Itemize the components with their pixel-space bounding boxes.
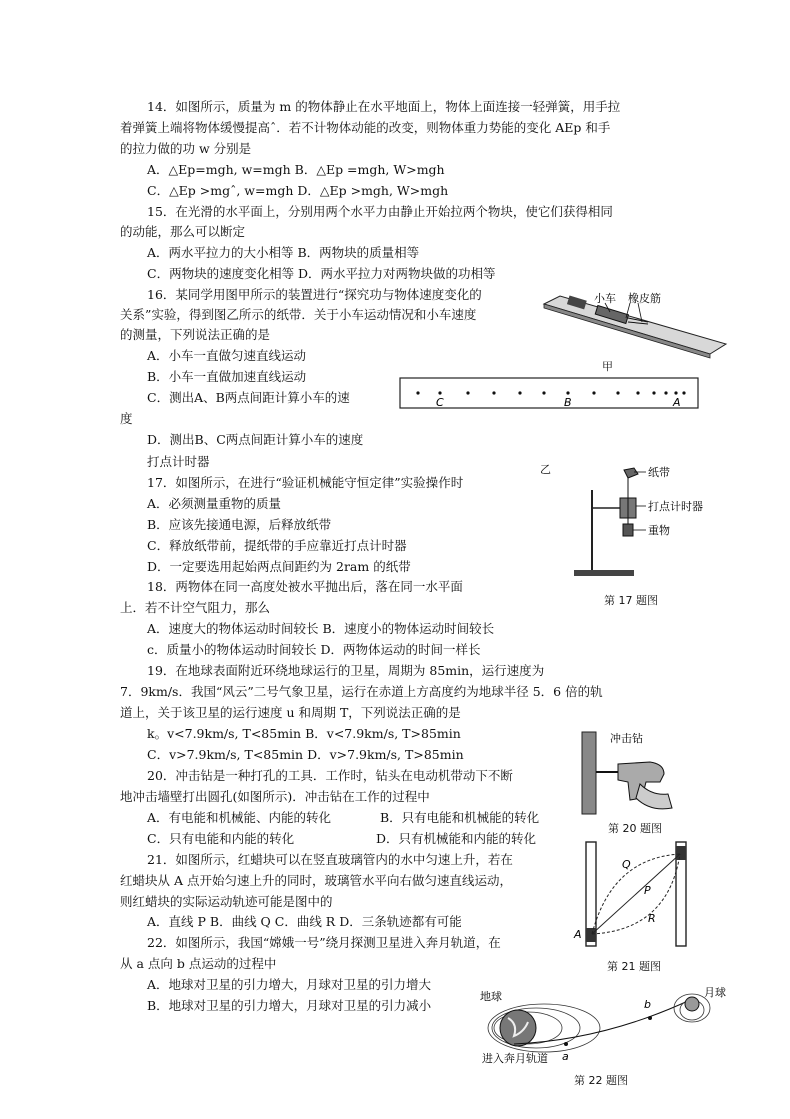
q14-options-cd: C．△Ep >mgˆ, w=mgh D．△Ep >mgh, W>mgh bbox=[147, 183, 449, 198]
q20-line-2: 地冲击墙壁打出圆孔(如图所示)．冲击钻在工作的过程中 bbox=[120, 789, 430, 804]
label-orbit: 进入奔月轨道 bbox=[482, 1052, 548, 1065]
label-rubber-band: 橡皮筋 bbox=[628, 292, 661, 305]
q22-option-a: A．地球对卫星的引力增大，月球对卫星的引力增大 bbox=[147, 977, 432, 992]
path-p bbox=[592, 854, 680, 934]
label-earth: 地球 bbox=[480, 990, 502, 1003]
label-jia: 甲 bbox=[602, 360, 613, 373]
point-a bbox=[564, 1042, 568, 1046]
hand bbox=[624, 468, 638, 478]
q21-options: A．直线 P B．曲线 Q C．曲线 R D．三条轨迹都有可能 bbox=[147, 914, 462, 929]
q22-option-b: B．地球对卫星的引力增大，月球对卫星的引力减小 bbox=[147, 998, 432, 1013]
q16-option-c-line-2: 度 bbox=[120, 411, 133, 426]
label-weight: 重物 bbox=[648, 524, 670, 537]
label-drill: 冲击钻 bbox=[610, 732, 643, 745]
q20-line-1: 20．冲击钻是一种打孔的工具．工作时，钻头在电动机带动下不断 bbox=[147, 768, 513, 783]
label-car: 小车 bbox=[594, 292, 616, 305]
q15-options-cd: C．两物块的速度变化相等 D．两水平拉力对两物块做的功相等 bbox=[147, 266, 496, 281]
q16-option-a: A．小车一直做匀速直线运动 bbox=[147, 348, 307, 363]
q19-line-2: 7．9km/s．我国“风云”二号气象卫星，运行在赤道上方高度约为地球半径 5．6 倍的轨 bbox=[120, 684, 603, 699]
wax-block-end bbox=[676, 846, 686, 860]
figure-20-drill bbox=[580, 728, 680, 816]
q20-option-a: A．有电能和机械能、内能的转化 bbox=[147, 810, 332, 825]
stand-base bbox=[574, 570, 634, 576]
label-b: b bbox=[644, 998, 651, 1011]
q17-option-d: D．一定要选用起始两点间距约为 2ram 的纸带 bbox=[147, 559, 411, 574]
transfer-orbit bbox=[514, 1000, 690, 1044]
q14-line-2: 着弹簧上端将物体缓慢提高ˆ．若不计物体动能的改变，则物体重力势能的变化 AEp 和手 bbox=[120, 120, 611, 135]
q19-options-ab: k。v<7.9km/s, T<85min B．v<7.9km/s, T>85min bbox=[147, 726, 461, 741]
label-yi: 乙 bbox=[540, 463, 551, 476]
q16-line-3: 的测量，下列说法正确的是 bbox=[120, 327, 271, 342]
q15-line-2: 的动能，那么可以断定 bbox=[120, 224, 246, 239]
q21-line-2: 红蜡块从 A 点开始匀速上升的同时，玻璃管水平向右做匀速直线运动， bbox=[120, 873, 512, 888]
q15-line-1: 15．在光滑的水平面上，分别用两个水平力由静止开始拉两个物块，使它们获得相同 bbox=[147, 204, 613, 219]
label-moon: 月球 bbox=[704, 986, 726, 999]
q14-line-3: 的拉力做的功 w 分别是 bbox=[120, 141, 252, 156]
board-edge bbox=[544, 304, 710, 358]
moon bbox=[685, 997, 699, 1011]
q18-options-cd: c．质量小的物体运动时间较长 D．两物体运动的时间一样长 bbox=[147, 642, 481, 657]
label-tape: 纸带 bbox=[648, 466, 670, 479]
q17-caption-timer: 打点计时器 bbox=[147, 454, 210, 469]
q16-option-d: D．测出B、C两点间距计算小车的速度 bbox=[147, 432, 364, 447]
caption-fig-22: 第 22 题图 bbox=[574, 1074, 628, 1087]
wax-block-start bbox=[586, 928, 596, 942]
label-p: P bbox=[644, 884, 651, 897]
caption-fig-20: 第 20 题图 bbox=[608, 822, 662, 835]
caption-fig-17: 第 17 题图 bbox=[604, 594, 658, 607]
q19-options-cd: C．v>7.9km/s, T<85min D．v>7.9km/s, T>85min bbox=[147, 747, 464, 762]
q19-line-1: 19．在地球表面附近环绕地球运行的卫星，周期为 85min，运行速度为 bbox=[147, 663, 545, 678]
label-q: Q bbox=[622, 858, 631, 871]
q18-line-1: 18．两物体在同一高度处被水平抛出后，落在同一水平面 bbox=[147, 579, 463, 594]
q20-option-c: C．只有电能和内能的转化 bbox=[147, 831, 295, 846]
q14-line-1: 14．如图所示，质量为 m 的物体静止在水平地面上，物体上面连接一轻弹簧，用手拉 bbox=[147, 99, 621, 114]
q16-option-b: B．小车一直做加速直线运动 bbox=[147, 369, 307, 384]
label-timer: 打点计时器 bbox=[648, 500, 703, 513]
q18-line-2: 上．若不计空气阻力，那么 bbox=[120, 600, 271, 615]
q19-line-3: 道上，关于该卫星的运行速度 u 和周期 T，下列说法正确的是 bbox=[120, 705, 461, 720]
figure-16-paper-tape bbox=[398, 372, 700, 416]
q20-option-b: B．只有电能和机械能的转化 bbox=[380, 810, 540, 825]
wall bbox=[582, 732, 596, 814]
q20-option-d: D．只有机械能和内能的转化 bbox=[376, 831, 537, 846]
tape-point-c: C bbox=[436, 396, 444, 409]
figure-16-apparatus bbox=[530, 282, 730, 362]
label-a-point: a bbox=[562, 1050, 569, 1063]
q17-option-b: B．应该先接通电源，后释放纸带 bbox=[147, 517, 332, 532]
q17-line-1: 17．如图所示，在进行“验证机械能守恒定律”实验操作时 bbox=[147, 475, 464, 490]
q16-line-1: 16．某同学用图甲所示的装置进行“探究功与物体速度变化的 bbox=[147, 287, 482, 302]
q21-line-1: 21．如图所示，红蜡块可以在竖直玻璃管内的水中匀速上升，若在 bbox=[147, 852, 513, 867]
label-a: A bbox=[574, 928, 582, 941]
weight-block bbox=[623, 524, 633, 536]
q14-options-ab: A．△Ep=mgh, w=mgh B．△Ep =mgh, W>mgh bbox=[147, 162, 445, 177]
earth bbox=[500, 1010, 536, 1046]
point-b bbox=[648, 1016, 652, 1020]
q15-options-ab: A．两水平拉力的大小相等 B．两物块的质量相等 bbox=[147, 245, 420, 260]
q17-option-c: C．释放纸带前，提纸带的手应靠近打点计时器 bbox=[147, 538, 407, 553]
q16-line-2: 关系”实验，得到图乙所示的纸带．关于小车运动情况和小车速度 bbox=[120, 307, 477, 322]
tape-point-b: B bbox=[564, 396, 572, 409]
caption-fig-21: 第 21 题图 bbox=[607, 960, 661, 973]
q22-line-2: 从 a 点向 b 点运动的过程中 bbox=[120, 956, 277, 971]
q21-line-3: 则红蜡块的实际运动轨迹可能是图中的 bbox=[120, 894, 333, 909]
q16-option-c-line-1: C．测出A、B两点间距计算小车的速 bbox=[147, 390, 350, 405]
hand-arm bbox=[636, 784, 672, 809]
q22-line-1: 22．如图所示，我国“嫦娥一号”绕月探测卫星进入奔月轨道，在 bbox=[147, 935, 501, 950]
figure-21-tubes bbox=[572, 838, 692, 954]
label-r: R bbox=[648, 912, 656, 925]
q18-options-ab: A．速度大的物体运动时间较长 B．速度小的物体运动时间较长 bbox=[147, 621, 495, 636]
tape-point-a: A bbox=[673, 396, 681, 409]
q17-option-a: A．必须测量重物的质量 bbox=[147, 496, 282, 511]
figure-17-apparatus bbox=[572, 460, 718, 586]
